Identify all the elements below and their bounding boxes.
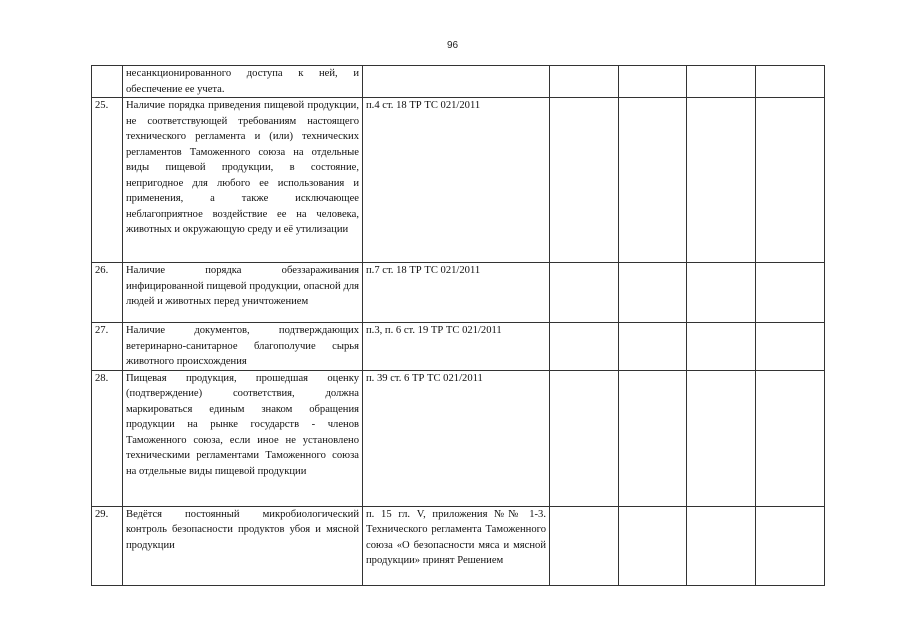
empty-cell <box>687 323 756 371</box>
reference-text: п. 15 гл. V, приложения №№ 1-3. Технического регламента Таможенного союза «О безопасности мяса и мясной продукции» принят Решением <box>363 506 550 585</box>
empty-cell <box>619 98 687 263</box>
empty-cell <box>550 263 619 323</box>
table-row <box>92 506 825 585</box>
requirement-text: Наличие порядка приведения пищевой продукции, не соответствующей требованиям настоящего технического регламента и (или) технических регламентов Таможенного союза на отдельные виды пищевой продукции, в состояние, непригодное для любого ее использования и применения, а также исключающее неблагоприятное воздействие ее на человека, животных и окружающую среду и её утилизации <box>123 98 363 263</box>
empty-cell <box>756 263 825 323</box>
requirement-text: Ведётся постоянный микробиологический контроль безопасности продуктов убоя и мясной продукции <box>123 506 363 585</box>
table-row <box>92 263 825 323</box>
row-number: 26. <box>92 263 123 323</box>
row-number: 29. <box>92 506 123 585</box>
empty-cell <box>550 370 619 506</box>
empty-cell <box>550 98 619 263</box>
row-number: 28. <box>92 370 123 506</box>
reference-text: п.4 ст. 18 ТР ТС 021/2011 <box>363 98 550 263</box>
empty-cell <box>687 66 756 98</box>
empty-cell <box>550 323 619 371</box>
requirement-text: Пищевая продукция, прошедшая оценку (подтверждение) соответствия, должна маркироваться единым знаком обращения продукции на рынке государств - членов Таможенного союза, если иное не установлено техническими регламентами Таможенного союза на отдельные виды пищевой продукции <box>123 370 363 506</box>
empty-cell <box>687 370 756 506</box>
empty-cell <box>550 66 619 98</box>
empty-cell <box>619 66 687 98</box>
requirements-table <box>91 65 825 586</box>
requirement-text: несанкционированного доступа к ней, и обеспечение ее учета. <box>123 66 363 98</box>
empty-cell <box>619 370 687 506</box>
reference-text: п.3, п. 6 ст. 19 ТР ТС 021/2011 <box>363 323 550 371</box>
empty-cell <box>687 98 756 263</box>
empty-cell <box>619 323 687 371</box>
reference-text: п. 39 ст. 6 ТР ТС 021/2011 <box>363 370 550 506</box>
empty-cell <box>619 506 687 585</box>
row-number <box>92 66 123 98</box>
reference-text: п.7 ст. 18 ТР ТС 021/2011 <box>363 263 550 323</box>
reference-text <box>363 66 550 98</box>
table-row <box>92 370 825 506</box>
requirement-text: Наличие документов, подтверждающих ветеринарно-санитарное благополучие сырья животного происхождения <box>123 323 363 371</box>
row-number: 25. <box>92 98 123 263</box>
row-number: 27. <box>92 323 123 371</box>
table-row <box>92 323 825 371</box>
empty-cell <box>756 66 825 98</box>
empty-cell <box>687 263 756 323</box>
empty-cell <box>756 506 825 585</box>
empty-cell <box>550 506 619 585</box>
empty-cell <box>619 263 687 323</box>
page-number: 96 <box>446 40 459 51</box>
empty-cell <box>756 323 825 371</box>
requirement-text: Наличие порядка обеззараживания инфицированной пищевой продукции, опасной для людей и животных перед уничтожением <box>123 263 363 323</box>
table-row <box>92 98 825 263</box>
empty-cell <box>756 370 825 506</box>
empty-cell <box>687 506 756 585</box>
table-row <box>92 66 825 98</box>
empty-cell <box>756 98 825 263</box>
